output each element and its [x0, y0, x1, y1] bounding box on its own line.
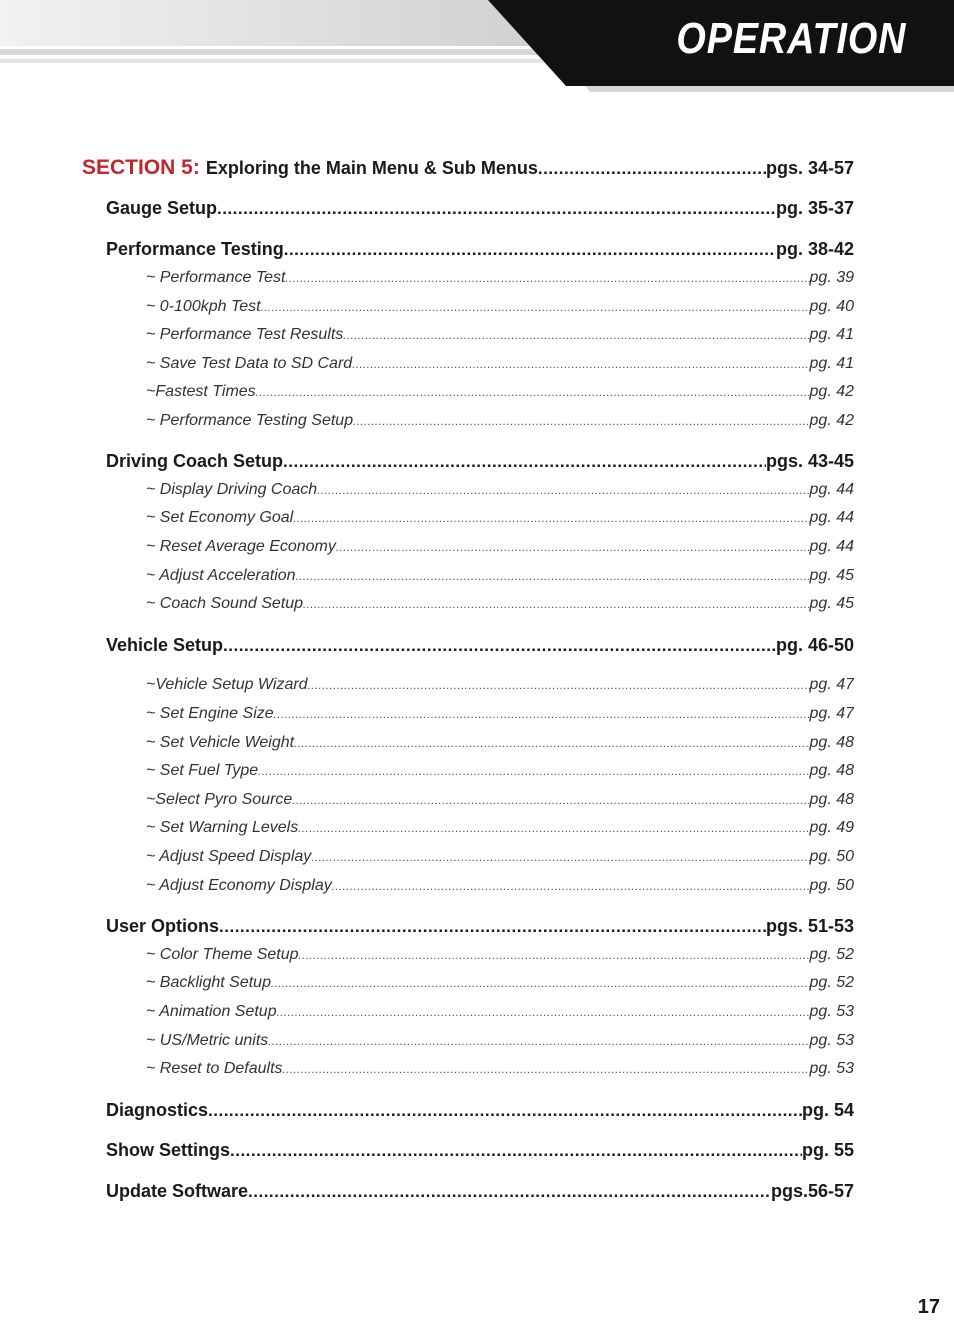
toc-subentry-label: ~ Adjust Economy Display [146, 877, 332, 894]
dot-leader [336, 542, 810, 554]
toc-subentry[interactable] [146, 298, 854, 316]
dot-leader [248, 1182, 771, 1202]
toc-subentry-label: ~Fastest Times [146, 383, 256, 400]
toc-entry-page: pg. 55 [801, 1140, 854, 1160]
toc-subentry[interactable] [146, 412, 854, 430]
dot-leader [296, 571, 810, 583]
toc-subentry[interactable] [146, 567, 854, 585]
toc-subentry-page: pg. 52 [809, 974, 854, 991]
toc-entry-label: Show Settings [106, 1140, 231, 1160]
dot-leader [256, 387, 810, 399]
toc-entry-show-settings[interactable] [106, 1140, 854, 1161]
toc-subentry-label: ~ Set Warning Levels [146, 819, 299, 836]
toc-subentry[interactable] [146, 326, 854, 344]
dot-leader [208, 1101, 802, 1121]
dot-leader [317, 485, 809, 497]
toc-subentry[interactable] [146, 791, 854, 809]
dot-leader [332, 881, 810, 893]
toc-subentry-page: pg. 52 [809, 946, 854, 963]
dot-leader [308, 680, 810, 692]
toc-subentry-label: ~ Reset Average Economy [146, 538, 336, 555]
toc-subentry[interactable] [146, 1032, 854, 1050]
toc-subentry[interactable] [146, 848, 854, 866]
toc-subentry[interactable] [146, 877, 854, 895]
toc-subentry[interactable] [146, 705, 854, 723]
dot-leader [283, 1064, 810, 1076]
toc-subentry-label: ~ Performance Test [146, 269, 286, 286]
toc-subentry-page: pg. 41 [809, 326, 854, 343]
toc-subentry[interactable] [146, 734, 854, 752]
toc-entry-page: pgs.56-57 [770, 1181, 854, 1201]
toc-entry-label: Vehicle Setup [106, 635, 224, 655]
dot-leader [303, 599, 810, 611]
toc-subentry-page: pg. 44 [809, 481, 854, 498]
dot-leader [294, 738, 809, 750]
toc-subentry-label: ~ Reset to Defaults [146, 1060, 283, 1077]
header-banner [0, 0, 954, 100]
toc-subentry-page: pg. 50 [809, 848, 854, 865]
toc-subentry-label: ~ Color Theme Setup [146, 946, 299, 963]
toc-entry-user-options[interactable] [106, 916, 854, 937]
toc-subentry-page: pg. 44 [809, 509, 854, 526]
toc-entry-label: Update Software [106, 1181, 249, 1201]
toc-entry-page: pg. 38-42 [775, 239, 854, 259]
toc-entry-update-software[interactable] [106, 1181, 854, 1202]
toc-subentry-label: ~Select Pyro Source [146, 791, 293, 808]
dot-leader [293, 513, 809, 525]
toc-subentry-label: ~Vehicle Setup Wizard [146, 676, 308, 693]
toc-entry-page: pg. 46-50 [775, 635, 854, 655]
toc-subentry-page: pg. 48 [809, 762, 854, 779]
dot-leader [298, 823, 809, 835]
toc-subentry[interactable] [146, 481, 854, 499]
section-tag: SECTION 5: [82, 156, 200, 179]
toc-subentry-page: pg. 45 [809, 567, 854, 584]
toc-subentry-page: pg. 53 [809, 1032, 854, 1049]
dot-leader [268, 1036, 809, 1048]
toc-subentry[interactable] [146, 355, 854, 373]
toc-subentry-page: pg. 48 [809, 734, 854, 751]
toc-subentry-page: pg. 47 [809, 705, 854, 722]
toc-entry-diagnostics[interactable] [106, 1100, 854, 1121]
toc-subentry[interactable] [146, 383, 854, 401]
dot-leader [292, 795, 809, 807]
toc-subentry[interactable] [146, 509, 854, 527]
dot-leader [217, 199, 776, 219]
toc-subentry[interactable] [146, 676, 854, 694]
toc-subentry[interactable] [146, 974, 854, 992]
dot-leader [258, 766, 809, 778]
dot-leader [311, 852, 809, 864]
dot-leader [277, 1007, 810, 1019]
toc-subentry[interactable] [146, 595, 854, 613]
toc-subentry-page: pg. 50 [809, 877, 854, 894]
toc-subentry-label: ~ Set Economy Goal [146, 509, 294, 526]
toc-subentry-label: ~ Save Test Data to SD Card [146, 355, 353, 372]
section-title: Exploring the Main Menu & Sub Menus [205, 158, 538, 178]
toc-entry-label: Driving Coach Setup [106, 451, 284, 471]
dot-leader [223, 636, 776, 656]
toc-subentry-page: pg. 42 [809, 412, 854, 429]
toc-subentry-page: pg. 48 [809, 791, 854, 808]
toc-subentry-label: ~ Performance Test Results [146, 326, 344, 343]
dot-leader [343, 330, 809, 342]
toc-subentry-page: pg. 45 [809, 595, 854, 612]
toc-subentry-label: ~ Set Fuel Type [146, 762, 259, 779]
toc-subentry-page: pg. 53 [809, 1060, 854, 1077]
dot-leader [352, 359, 809, 371]
toc-subentry-label: ~ Performance Testing Setup [146, 412, 354, 429]
toc-subentry-page: pg. 44 [809, 538, 854, 555]
dot-leader [353, 416, 809, 428]
dot-leader [219, 917, 766, 937]
toc-entry-performance-testing[interactable] [106, 239, 854, 260]
toc-entry-page: pg. 54 [801, 1100, 854, 1120]
toc-subentry[interactable] [146, 946, 854, 964]
toc-entry-label: Diagnostics [106, 1100, 209, 1120]
toc-subentry-label: ~ Set Vehicle Weight [146, 734, 295, 751]
toc-entry-page: pgs. 43-45 [765, 451, 854, 471]
toc-subentry[interactable] [146, 538, 854, 556]
toc-subentry[interactable] [146, 1060, 854, 1078]
toc-subentry-label: ~ 0-100kph Test [146, 298, 261, 315]
dot-leader [283, 452, 766, 472]
toc-subentry-page: pg. 40 [809, 298, 854, 315]
toc-entry-label: User Options [106, 916, 220, 936]
toc-subentry-page: pg. 53 [809, 1003, 854, 1020]
toc-subentry-label: ~ Backlight Setup [146, 974, 271, 991]
toc-subentry[interactable] [146, 1003, 854, 1021]
section-pages: pgs. 34-57 [765, 158, 854, 178]
toc-entry-vehicle-setup[interactable] [106, 635, 854, 656]
toc-subentry-page: pg. 42 [809, 383, 854, 400]
toc-entry-gauge-setup[interactable] [106, 198, 854, 219]
toc-entry-driving-coach-setup[interactable] [106, 451, 854, 472]
dot-leader [299, 950, 810, 962]
toc-subentry[interactable] [146, 269, 854, 287]
toc-entry-label: Gauge Setup [106, 198, 218, 218]
toc-subentry[interactable] [146, 819, 854, 837]
toc-entry-label: Performance Testing [106, 239, 284, 259]
toc-subentry-page: pg. 49 [809, 819, 854, 836]
toc-subentry-label: ~ US/Metric units [146, 1032, 269, 1049]
toc-subentry-page: pg. 47 [809, 676, 854, 693]
toc-section-heading[interactable] [82, 156, 854, 180]
page-number: 17 [917, 1296, 940, 1318]
toc-subentry-label: ~ Animation Setup [146, 1003, 277, 1020]
header-title: OPERATION [676, 14, 906, 63]
dot-leader [274, 709, 810, 721]
toc-subentry[interactable] [146, 762, 854, 780]
toc-subentry-label: ~ Coach Sound Setup [146, 595, 304, 612]
dot-leader [285, 273, 809, 285]
toc-entry-page: pgs. 51-53 [765, 916, 854, 936]
dot-leader [261, 302, 810, 314]
dot-leader [271, 978, 810, 990]
toc-subentry-label: ~ Set Engine Size [146, 705, 274, 722]
dot-leader [284, 240, 776, 260]
dot-leader [230, 1141, 802, 1161]
toc-subentry-page: pg. 41 [809, 355, 854, 372]
toc-subentry-page: pg. 39 [809, 269, 854, 286]
toc-subentry-label: ~ Adjust Speed Display [146, 848, 312, 865]
toc-entry-page: pg. 35-37 [775, 198, 854, 218]
toc-subentry-label: ~ Adjust Acceleration [146, 567, 296, 584]
dot-leader [538, 159, 766, 179]
toc-subentry-label: ~ Display Driving Coach [146, 481, 318, 498]
